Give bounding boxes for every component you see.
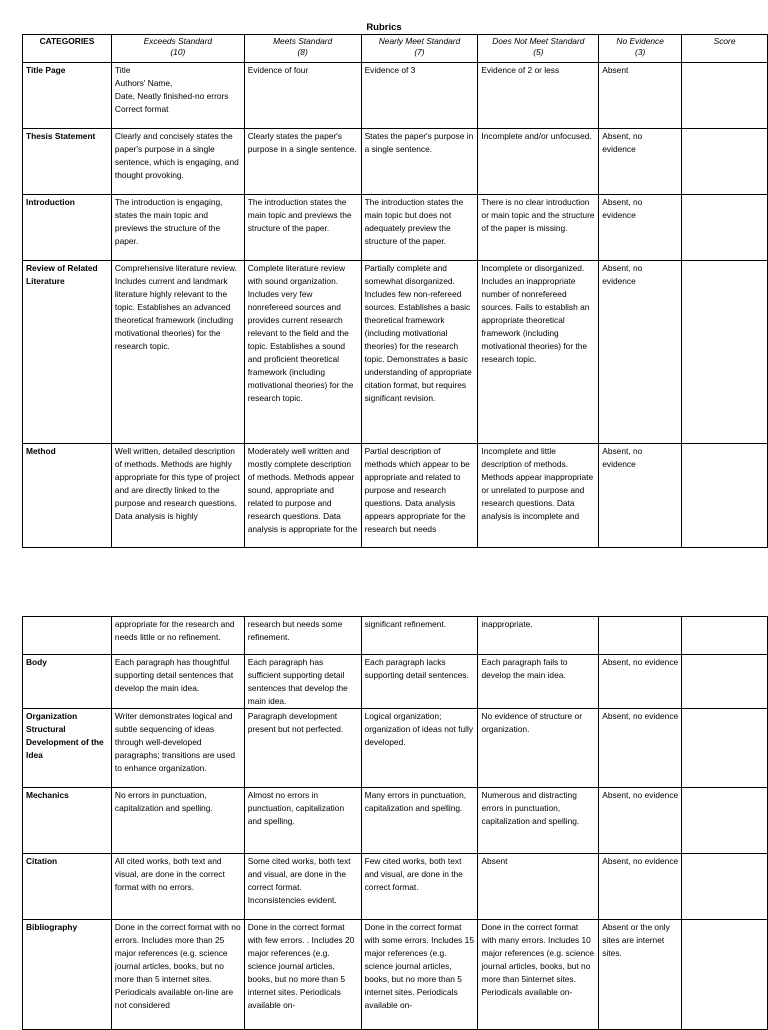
nearly-cell: Each paragraph lacks supporting detail sentences. — [361, 655, 478, 709]
no-evidence-cell — [599, 617, 682, 655]
nearly-cell: significant refinement. — [361, 617, 478, 655]
rubric-table-part-2 — [22, 616, 768, 1030]
not-meet-cell: No evidence of structure or organization. — [478, 709, 599, 788]
exceeds-cell: Done in the correct format with no errors. Includes more than 25 major references (e.g. science journal articles, books, but no more than 5 internet sites. Periodicals available on-line are not considered — [111, 920, 244, 1030]
no-evidence-cell: Absent, no evidence — [599, 709, 682, 788]
not-meet-cell: Evidence of 2 or less — [478, 63, 599, 129]
meets-cell: Done in the correct format with few errors. . Includes 20 major references (e.g. science journal articles, books, but no more than 5 internet sites. Periodicals available on- — [244, 920, 361, 1030]
not-meet-cell: Incomplete and little description of methods. Methods appear inappropriate or unrelated to purpose and research questions. Data analysis is incomplete and — [478, 444, 599, 548]
not-meet-cell: There is no clear introduction or main topic and the structure of the paper is missing. — [478, 195, 599, 261]
no-evidence-cell: Absent, no evidence — [599, 129, 682, 195]
score-cell — [682, 788, 768, 854]
not-meet-cell: Absent — [478, 854, 599, 920]
meets-cell: Clearly states the paper's purpose in a single sentence. — [244, 129, 361, 195]
meets-cell: Evidence of four — [244, 63, 361, 129]
meets-cell: The introduction states the main topic and previews the structure of the paper. — [244, 195, 361, 261]
exceeds-cell: All cited works, both text and visual, are done in the correct format with no errors. — [111, 854, 244, 920]
table-row — [23, 854, 768, 920]
score-cell — [682, 261, 768, 444]
no-evidence-cell: Absent, no evidence — [599, 788, 682, 854]
header-row — [23, 35, 768, 63]
header-categories: CATEGORIES — [23, 35, 112, 63]
nearly-cell: Few cited works, both text and visual, are done in the correct format. — [361, 854, 478, 920]
table-row — [23, 444, 768, 548]
meets-cell: research but needs some refinement. — [244, 617, 361, 655]
exceeds-cell: Well written, detailed description of methods. Methods are highly appropriate for this type of project and are directly linked to the purpose and research questions. Data analysis is highly — [111, 444, 244, 548]
category-cell: Organization Structural Development of the Idea — [23, 709, 112, 788]
score-cell — [682, 709, 768, 788]
not-meet-cell: inappropriate. — [478, 617, 599, 655]
table-row — [23, 920, 768, 1030]
header-meets-standard: Meets Standard (8) — [244, 35, 361, 63]
exceeds-cell: No errors in punctuation, capitalization and spelling. — [111, 788, 244, 854]
no-evidence-cell: Absent, no evidence — [599, 195, 682, 261]
table-row — [23, 261, 768, 444]
not-meet-cell: Each paragraph fails to develop the main idea. — [478, 655, 599, 709]
header-exceeds-standard: Exceeds Standard (10) — [111, 35, 244, 63]
score-cell — [682, 854, 768, 920]
rubric-table-part-1 — [22, 34, 768, 548]
meets-cell: Moderately well written and mostly complete description of methods. Methods appear sound, appropriate and related to purpose and research questions. Data analysis is appropriate for the — [244, 444, 361, 548]
exceeds-cell: Clearly and concisely states the paper's purpose in a single sentence, which is engaging, and thought provoking. — [111, 129, 244, 195]
category-cell: Thesis Statement — [23, 129, 112, 195]
nearly-cell: Evidence of 3 — [361, 63, 478, 129]
score-cell — [682, 920, 768, 1030]
exceeds-cell: Title Authors' Name, Date, Neatly finished-no errors Correct format — [111, 63, 244, 129]
nearly-cell: The introduction states the main topic but does not adequately preview the structure of the paper. — [361, 195, 478, 261]
category-cell: Body — [23, 655, 112, 709]
score-cell — [682, 63, 768, 129]
table-row — [23, 617, 768, 655]
nearly-cell: Done in the correct format with some errors. Includes 15 major references (e.g. science journal articles, books, but no more than 5 internet sites. Periodicals available on- — [361, 920, 478, 1030]
category-cell: Mechanics — [23, 788, 112, 854]
score-cell — [682, 195, 768, 261]
table-row — [23, 129, 768, 195]
score-cell — [682, 444, 768, 548]
nearly-cell: Partially complete and somewhat disorganized. Includes few non-refereed sources. Establishes a basic theoretical framework (including motivational theories) for the research topic. Demonstrates a basic understanding of appropriate citation format, but requires significant revision. — [361, 261, 478, 444]
category-cell: Method — [23, 444, 112, 548]
category-cell: Bibliography — [23, 920, 112, 1030]
table-row — [23, 655, 768, 709]
exceeds-cell: The introduction is engaging, states the main topic and previews the structure of the paper. — [111, 195, 244, 261]
exceeds-cell: appropriate for the research and needs little or no refinement. — [111, 617, 244, 655]
no-evidence-cell: Absent, no evidence — [599, 261, 682, 444]
category-cell: Citation — [23, 854, 112, 920]
no-evidence-cell: Absent, no evidence — [599, 655, 682, 709]
exceeds-cell: Comprehensive literature review. Includes current and landmark literature highly relevant to the topic. Establishes an advanced theoretical framework (including motivational theories) for the research topic. — [111, 261, 244, 444]
score-cell — [682, 655, 768, 709]
score-cell — [682, 129, 768, 195]
category-cell — [23, 617, 112, 655]
header-no-evidence: No Evidence (3) — [599, 35, 682, 63]
meets-cell: Complete literature review with sound organization. Includes very few nonrefereed sources and provides current research relevant to the field and the topic. Establishes a sound and proficient theoretical framework (including motivational theories) for the research topic. — [244, 261, 361, 444]
nearly-cell: Partial description of methods which appear to be appropriate and related to purpose and research questions. Data analysis appears appropriate for the research but needs — [361, 444, 478, 548]
no-evidence-cell: Absent, no evidence — [599, 854, 682, 920]
category-cell: Introduction — [23, 195, 112, 261]
meets-cell: Some cited works, both text and visual, are done in the correct format. Inconsistencies evident. — [244, 854, 361, 920]
table-row — [23, 195, 768, 261]
score-cell — [682, 617, 768, 655]
not-meet-cell: Numerous and distracting errors in punctuation, capitalization and spelling. — [478, 788, 599, 854]
exceeds-cell: Writer demonstrates logical and subtle sequencing of ideas through well-developed paragraphs; transitions are used to enhance organization. — [111, 709, 244, 788]
not-meet-cell: Incomplete or disorganized. Includes an inappropriate number of nonrefereed sources. Fails to establish an appropriate theoretical framework (including motivational theories) for the research topic. — [478, 261, 599, 444]
meets-cell: Paragraph development present but not perfected. — [244, 709, 361, 788]
category-cell: Title Page — [23, 63, 112, 129]
meets-cell: Each paragraph has sufficient supporting detail sentences that develop the main idea. — [244, 655, 361, 709]
header-score: Score — [682, 35, 768, 63]
no-evidence-cell: Absent, no evidence — [599, 444, 682, 548]
header-nearly-meet-standard: Nearly Meet Standard (7) — [361, 35, 478, 63]
no-evidence-cell: Absent or the only sites are internet sites. — [599, 920, 682, 1030]
not-meet-cell: Incomplete and/or unfocused. — [478, 129, 599, 195]
exceeds-cell: Each paragraph has thoughtful supporting detail sentences that develop the main idea. — [111, 655, 244, 709]
nearly-cell: Many errors in punctuation, capitalization and spelling. — [361, 788, 478, 854]
nearly-cell: States the paper's purpose in a single sentence. — [361, 129, 478, 195]
page-title: Rubrics — [366, 22, 402, 33]
table-row — [23, 63, 768, 129]
table-row — [23, 709, 768, 788]
no-evidence-cell: Absent — [599, 63, 682, 129]
table-row — [23, 788, 768, 854]
not-meet-cell: Done in the correct format with many errors. Includes 10 major references (e.g. science journal articles, books, but no more than 5internet sites. Periodicals available on- — [478, 920, 599, 1030]
header-does-not-meet-standard: Does Not Meet Standard (5) — [478, 35, 599, 63]
meets-cell: Almost no errors in punctuation, capitalization and spelling. — [244, 788, 361, 854]
category-cell: Review of Related Literature — [23, 261, 112, 444]
nearly-cell: Logical organization; organization of ideas not fully developed. — [361, 709, 478, 788]
